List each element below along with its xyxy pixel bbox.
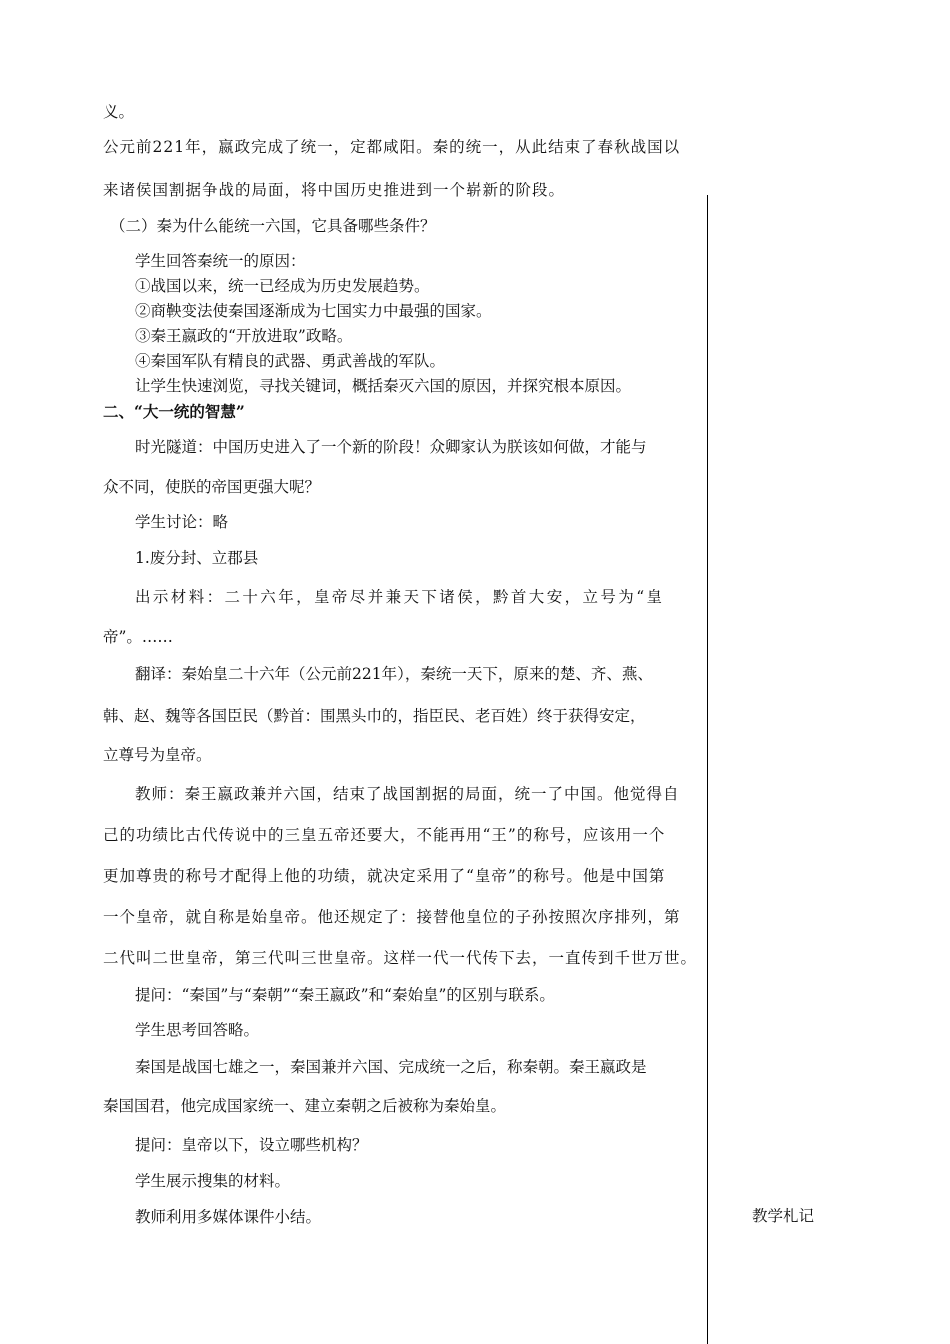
column-divider	[707, 195, 708, 1344]
section-subheading: （二）秦为什么能统一六国，它具备哪些条件？	[110, 217, 436, 235]
text-line: 立尊号为皇帝。	[103, 746, 212, 764]
text-line: 出示材料：二十六年，皇帝尽并兼天下诸侯，黔首大安，立号为“皇	[135, 588, 665, 606]
text-line: 己的功绩比古代传说中的三皇五帝还要大，不能再用“王”的称号，应该用一个	[103, 826, 666, 844]
text-line: 二代叫二世皇帝，第三代叫三世皇帝。这样一代一代传下去，一直传到千世万世。	[103, 949, 698, 967]
text-line: 学生讨论：略	[135, 513, 229, 531]
text-line: 更加尊贵的称号才配得上他的功绩，就决定采用了“皇帝”的称号。他是中国第	[103, 867, 666, 885]
text-line: 让学生快速浏览，寻找关键词，概括秦灭六国的原因，并探究根本原因。	[135, 377, 632, 395]
text-line: 学生展示搜集的材料。	[135, 1172, 291, 1190]
text-line: 众不同，使朕的帝国更强大呢？	[103, 478, 321, 496]
text-line: 教师：秦王嬴政兼并六国，结束了战国割据的局面，统一了中国。他觉得自	[135, 785, 680, 803]
text-line: 公元前221年，嬴政完成了统一，定都咸阳。秦的统一，从此结束了春秋战国以	[103, 138, 681, 156]
text-line: 秦国国君，他完成国家统一、建立秦朝之后被称为秦始皇。	[103, 1097, 507, 1115]
text-line: 韩、赵、魏等各国臣民（黔首：围黑头巾的，指臣民、老百姓）终于获得安定，	[103, 707, 646, 725]
text-line: 秦国是战国七雄之一，秦国兼并六国、完成统一之后，称秦朝。秦王嬴政是	[135, 1058, 647, 1076]
text-line: 帝”。……	[103, 628, 173, 646]
text-line: 提问：皇帝以下，设立哪些机构？	[135, 1136, 368, 1154]
list-item: ④秦国军队有精良的武器、勇武善战的军队。	[135, 352, 446, 370]
text-line: 学生回答秦统一的原因：	[135, 252, 306, 270]
text-line: 提问：“秦国”与“秦朝”“秦王嬴政”和“秦始皇”的区别与联系。	[135, 986, 555, 1004]
list-item: ③秦王嬴政的“开放进取”政略。	[135, 327, 353, 345]
side-note-label: 教学札记	[752, 1207, 815, 1225]
list-item: ①战国以来，统一已经成为历史发展趋势。	[135, 277, 430, 295]
section-heading: 二、“大一统的智慧”	[103, 402, 245, 421]
text-line: 来诸侯国割据争战的局面，将中国历史推进到一个崭新的阶段。	[103, 181, 566, 199]
subsection-heading: 1.废分封、立郡县	[135, 549, 259, 567]
text-line: 学生思考回答略。	[135, 1021, 260, 1039]
text-line: 翻译：秦始皇二十六年（公元前221年），秦统一天下，原来的楚、齐、燕、	[135, 665, 653, 683]
text-line: 一个皇帝，就自称是始皇帝。他还规定了：接替他皇位的子孙按照次序排列，第	[103, 908, 681, 926]
text-line: 时光隧道：中国历史进入了一个新的阶段！众卿家认为朕该如何做，才能与	[135, 438, 647, 456]
text-line: 教师利用多媒体课件小结。	[135, 1208, 322, 1226]
text-line: 义。	[103, 103, 135, 121]
list-item: ②商鞅变法使秦国逐渐成为七国实力中最强的国家。	[135, 302, 492, 320]
